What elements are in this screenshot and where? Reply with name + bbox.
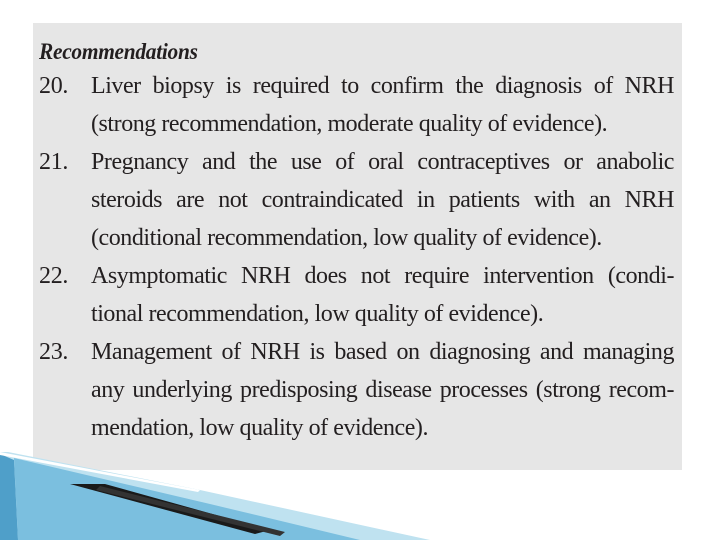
recommendation-line: (conditional recommendation, low quality of evidence). <box>91 225 602 251</box>
recommendation-line: tional recommendation, low quality of evidence). <box>91 301 544 327</box>
recommendation-item-20 <box>39 67 676 143</box>
section-heading: Recommendations <box>39 39 198 64</box>
recommendation-text <box>91 143 676 257</box>
recommendation-line: Liver biopsy is required to confirm the diagnosis of NRH <box>91 73 674 99</box>
recommendation-number: 21. <box>39 149 69 175</box>
recommendation-item-21 <box>39 143 676 257</box>
recommendation-line: Pregnancy and the use of oral contraceptives or anabolic <box>91 149 674 175</box>
recommendation-number: 22. <box>39 263 69 289</box>
recommendation-text <box>91 333 676 447</box>
recommendations-list <box>39 67 676 447</box>
recommendation-item-23 <box>39 333 676 447</box>
recommendation-line: Asymptomatic NRH does not require intervention (condi- <box>91 263 674 289</box>
recommendation-line: (strong recommendation, moderate quality of evidence). <box>91 111 608 137</box>
recommendation-line: mendation, low quality of evidence). <box>91 415 429 441</box>
recommendation-item-22 <box>39 257 676 333</box>
recommendation-line: any underlying predisposing disease processes (strong recom- <box>91 377 674 403</box>
recommendation-text <box>91 257 676 333</box>
decorative-wedge <box>0 440 720 540</box>
recommendation-line: steroids are not contraindicated in patients with an NRH <box>91 187 674 213</box>
recommendations-box <box>33 23 682 470</box>
recommendation-number: 23. <box>39 339 69 365</box>
recommendation-text <box>91 67 676 143</box>
recommendation-number: 20. <box>39 73 69 99</box>
recommendation-line: Management of NRH is based on diagnosing and managing <box>91 339 674 365</box>
wedge-blue-band <box>14 458 360 540</box>
